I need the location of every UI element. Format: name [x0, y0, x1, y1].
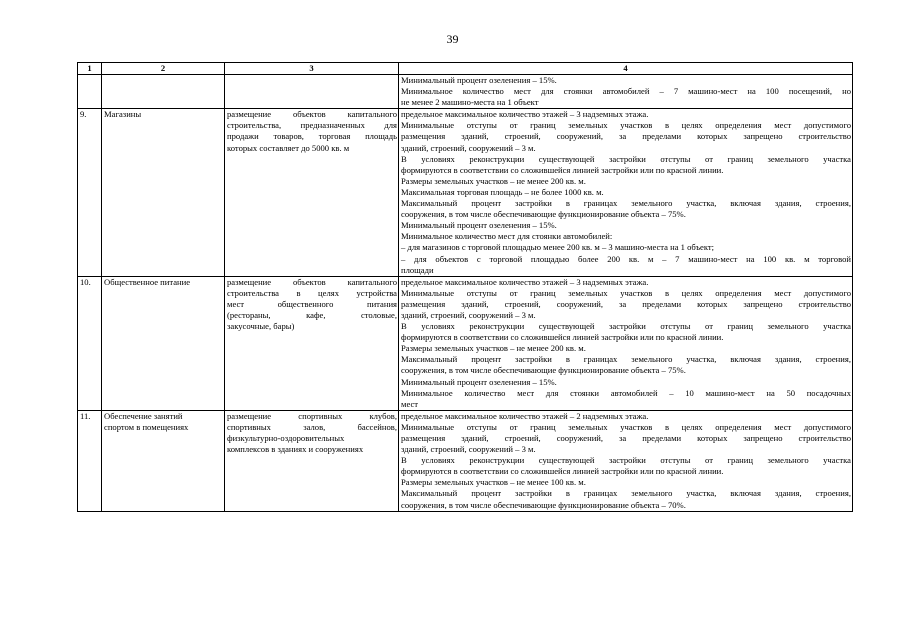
name-line: Магазины	[104, 109, 142, 120]
name-line: Обеспечение занятий	[104, 410, 183, 421]
table-row	[78, 109, 853, 276]
params-line: Минимальное количество мест для стоянки автомобилей – 10 машино-мест на 50 посадочных	[401, 387, 851, 398]
params-line: не менее 2 машино-места на 1 объект	[401, 97, 539, 108]
params-line: Минимальный процент озеленения – 15%.	[401, 220, 557, 231]
purpose-line: мест общественного питания	[227, 298, 397, 309]
params-line: сооружения, в том числе обеспечивающие функционирование объекта – 75%.	[401, 209, 686, 220]
params-line: формируются в соответствии со сложившейся линией застройки или по красной линии.	[401, 164, 724, 175]
cell-num	[78, 276, 102, 410]
params-line: Минимальные отступы от границ земельных участков в целях определения мест допустимого	[401, 421, 851, 432]
params-line: предельное максимальное количество этажей – 3 надземных этажа.	[401, 109, 649, 120]
table-row	[78, 276, 853, 410]
cell-params	[399, 109, 853, 276]
purpose-line: спортивных залов, бассейнов,	[227, 421, 397, 432]
page-number: 39	[446, 32, 459, 46]
params-line: Минимальное количество мест для стоянки автомобилей:	[401, 231, 613, 242]
purpose-line: размещение объектов капитального	[227, 109, 397, 120]
params-line: В условиях реконструкции существующей застройки отступы от границ земельного участка	[401, 153, 851, 164]
purpose-line: (рестораны, кафе, столовые,	[227, 309, 397, 320]
params-line: Минимальный процент озеленения – 15%.	[401, 376, 557, 387]
cell-purpose	[225, 75, 399, 109]
params-line: Максимальный процент застройки в границах земельного участка, включая здания, строения,	[401, 198, 851, 209]
name-line: спортом в помещениях	[104, 421, 189, 432]
cell-purpose	[225, 276, 399, 410]
cell-params	[399, 276, 853, 410]
name-line: Общественное питание	[104, 276, 191, 287]
header-col-3: 3	[225, 63, 399, 75]
params-line: сооружения, в том числе обеспечивающие функционирование объекта – 75%.	[401, 365, 686, 376]
cell-num	[78, 109, 102, 276]
cell-purpose	[225, 410, 399, 511]
params-line: зданий, строений, сооружений – 3 м.	[401, 142, 536, 153]
params-line: формируются в соответствии со сложившейся линией застройки или по красной линии.	[401, 332, 724, 343]
purpose-line: размещение объектов капитального	[227, 276, 397, 287]
params-line: предельное максимальное количество этажей – 2 надземных этажа.	[401, 410, 649, 421]
header-col-1: 1	[78, 63, 102, 75]
params-line: зданий, строений, сооружений – 3 м.	[401, 444, 536, 455]
header-col-2: 2	[102, 63, 225, 75]
params-line: Минимальные отступы от границ земельных участков в целях определения мест допустимого	[401, 120, 851, 131]
cell-num	[78, 410, 102, 511]
purpose-line: продажи товаров, торговая площадь	[227, 131, 397, 142]
purpose-line: которых составляет до 5000 кв. м	[227, 142, 350, 153]
header-row	[78, 63, 853, 75]
params-line: Максимальный процент застройки в границах земельного участка, включая здания, строения,	[401, 354, 851, 365]
purpose-line: строительства, предназначенных для	[227, 120, 397, 131]
table-row	[78, 75, 853, 109]
purpose-line: размещение спортивных клубов,	[227, 410, 397, 421]
cell-name	[102, 276, 225, 410]
params-line: размещения зданий, строений, сооружений, за пределами которых запрещено строительство	[401, 298, 851, 309]
params-line: – для магазинов с торговой площадью менее 200 кв. м – 3 машино-места на 1 объект;	[401, 242, 715, 253]
params-line: Размеры земельных участков – не менее 200 кв. м.	[401, 343, 586, 354]
row-number: 11.	[80, 410, 91, 421]
purpose-line: физкультурно-оздоровительных	[227, 433, 345, 443]
params-line: предельное максимальное количество этажей – 3 надземных этажа.	[401, 276, 649, 287]
table-body	[78, 75, 853, 512]
row-number: 10.	[80, 276, 91, 287]
params-line: Размеры земельных участков – не менее 100 кв. м.	[401, 477, 586, 488]
params-line: Максимальная торговая площадь – не более 1000 кв. м.	[401, 186, 604, 197]
params-line: сооружения, в том числе обеспечивающие функционирование объекта – 70%.	[401, 499, 686, 510]
params-line: размещения зданий, строений, сооружений, за пределами которых запрещено строительство	[401, 433, 851, 443]
cell-name	[102, 410, 225, 511]
params-line: зданий, строений, сооружений – 3 м.	[401, 309, 536, 320]
cell-name	[102, 109, 225, 276]
params-line: мест	[401, 398, 419, 409]
params-line: формируются в соответствии со сложившейся линией застройки или по красной линии.	[401, 466, 724, 477]
params-line: площади	[401, 264, 434, 275]
params-line: Максимальный процент застройки в границах земельного участка, включая здания, строения,	[401, 488, 851, 499]
cell-name	[102, 75, 225, 109]
params-line: В условиях реконструкции существующей застройки отступы от границ земельного участка	[401, 455, 851, 466]
params-line: – для объектов с торговой площадью более 200 кв. м – 7 машино-мест на 100 кв. м торговой	[401, 253, 851, 264]
purpose-line: комплексов в зданиях и сооружениях	[227, 444, 364, 455]
params-line: Минимальные отступы от границ земельных участков в целях определения мест допустимого	[401, 287, 851, 298]
params-line: Минимальное количество мест для стоянки автомобилей – 7 машино-мест на 100 посещений, но	[401, 86, 851, 97]
purpose-line: закусочные, бары)	[227, 321, 295, 332]
cell-params	[399, 410, 853, 511]
row-number: 9.	[80, 109, 87, 120]
params-line: В условиях реконструкции существующей застройки отступы от границ земельного участка	[401, 321, 851, 332]
cell-purpose	[225, 109, 399, 276]
regulations-table	[77, 62, 853, 512]
cell-params	[399, 75, 853, 109]
params-line: размещения зданий, строений, сооружений, за пределами которых запрещено строительство	[401, 131, 851, 142]
purpose-line: строительства в целях устройства	[227, 287, 397, 298]
table-row	[78, 410, 853, 511]
header-col-4: 4	[399, 63, 853, 75]
params-line: Размеры земельных участков – не менее 200 кв. м.	[401, 175, 586, 186]
params-line: Минимальный процент озеленения – 15%.	[401, 75, 557, 85]
cell-num	[78, 75, 102, 109]
